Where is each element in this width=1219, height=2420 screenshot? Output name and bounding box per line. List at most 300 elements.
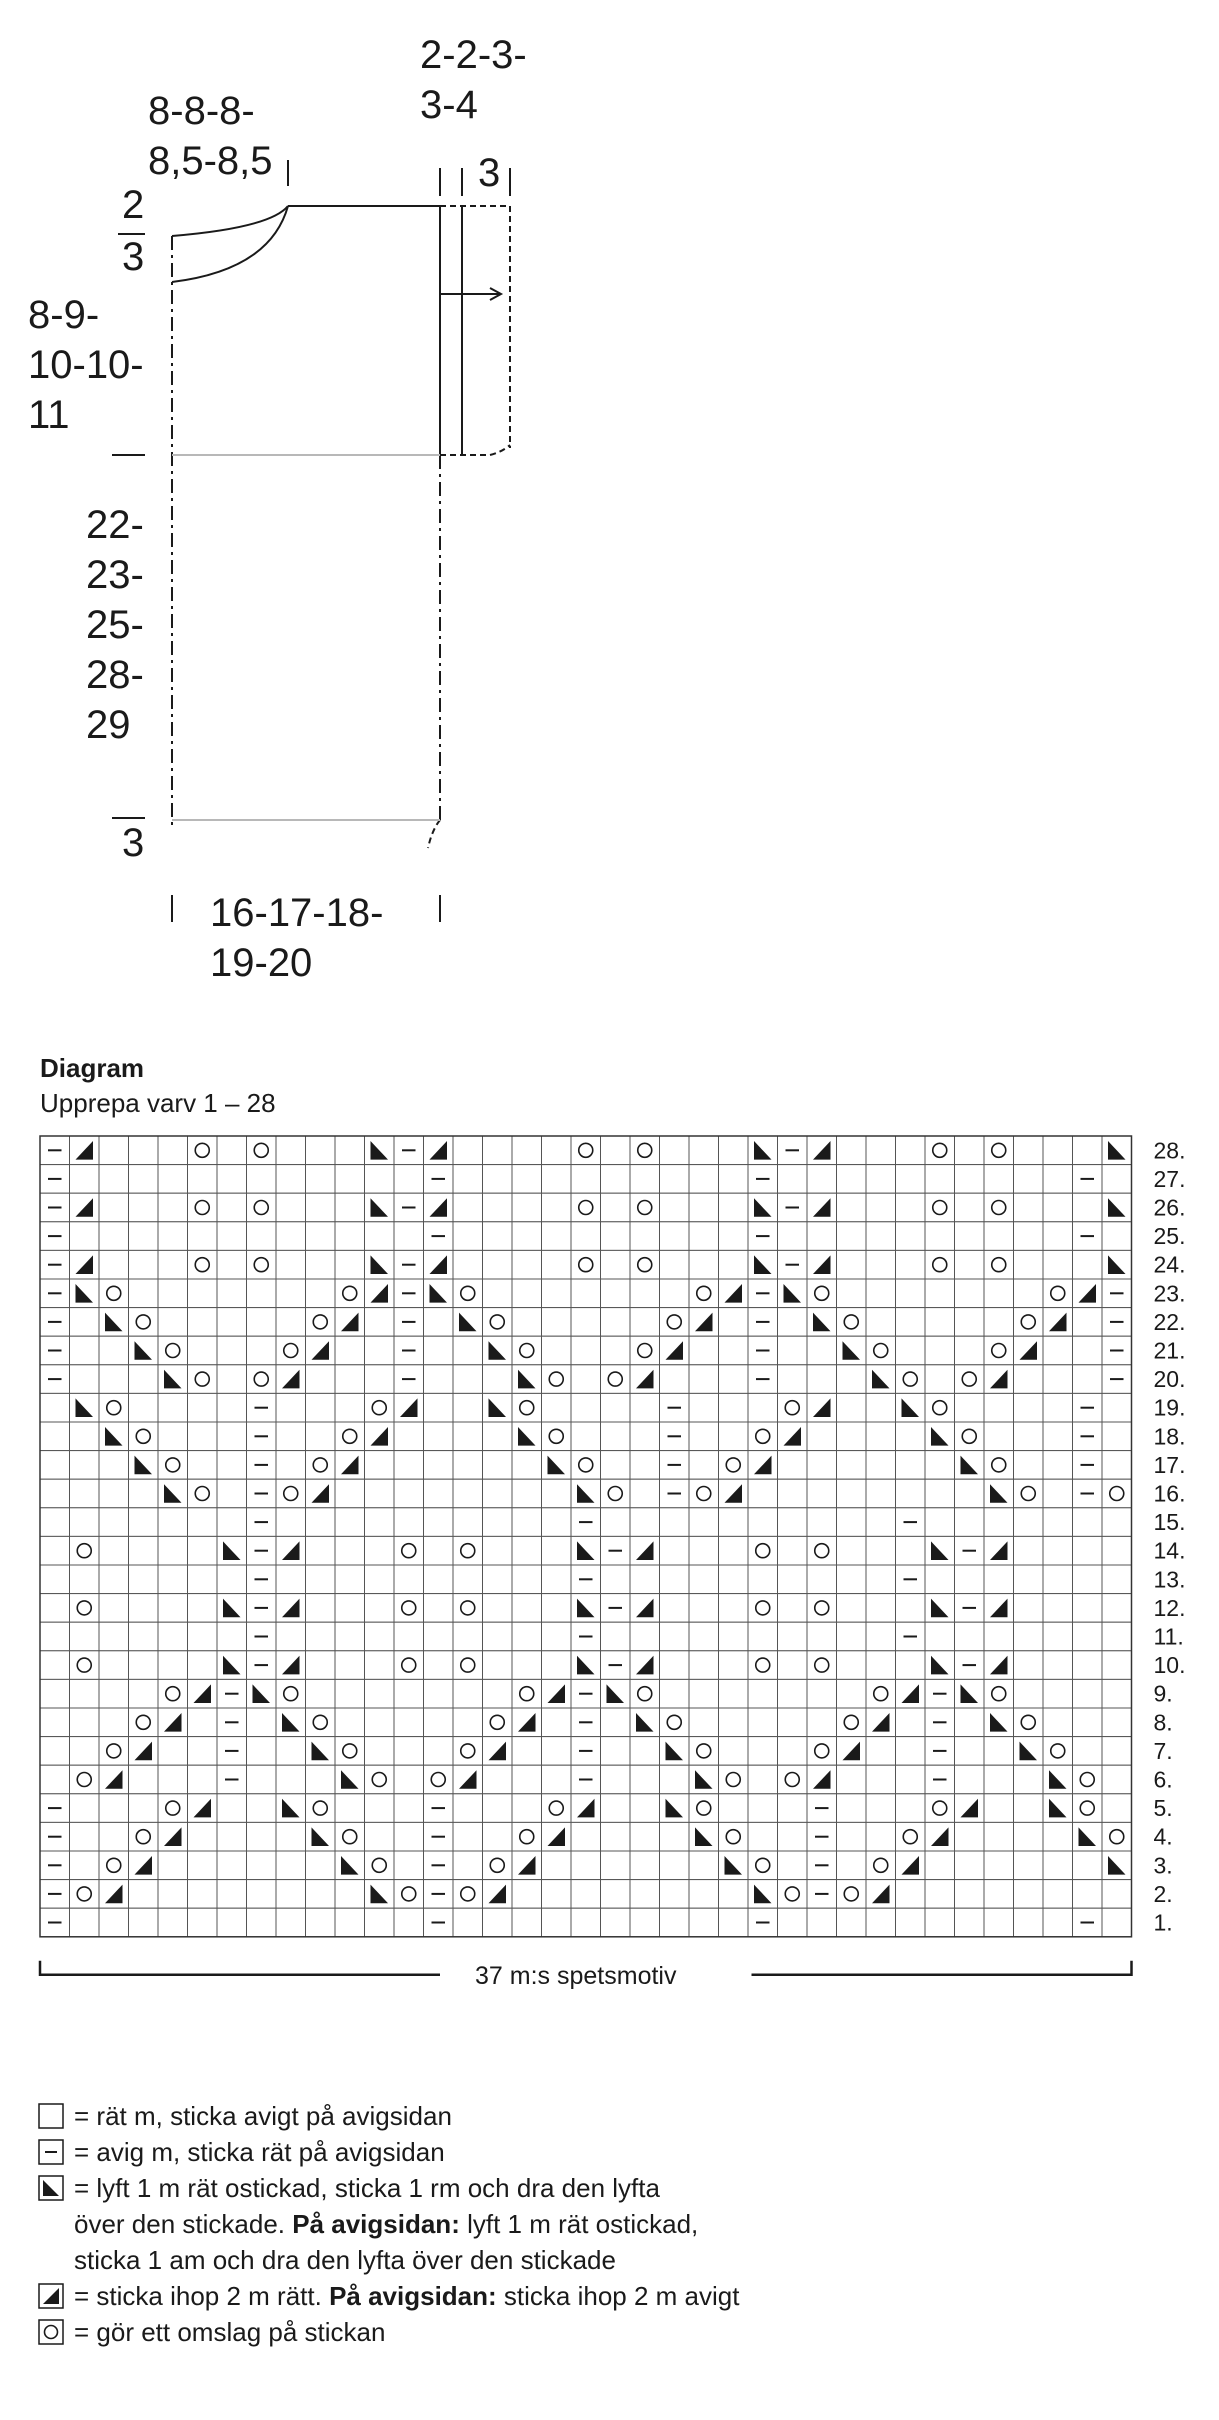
chart-cell bbox=[837, 1479, 867, 1508]
chart-cell bbox=[601, 1908, 631, 1937]
chart-cell bbox=[689, 1594, 719, 1623]
neck-curve-top bbox=[172, 206, 288, 236]
chart-cell bbox=[365, 1565, 395, 1594]
chart-cell bbox=[719, 1708, 749, 1737]
bracket-left bbox=[40, 1961, 440, 1975]
chart-cell bbox=[40, 1451, 70, 1480]
chart-cell bbox=[955, 1222, 985, 1251]
chart-cell bbox=[1043, 1393, 1073, 1422]
chart-cell bbox=[217, 1594, 247, 1623]
yarn-over-symbol-icon bbox=[38, 2319, 64, 2345]
chart-cell bbox=[719, 1451, 749, 1480]
chart-cell bbox=[601, 1594, 631, 1623]
chart-cell bbox=[1014, 1136, 1044, 1165]
chart-cell bbox=[1014, 1308, 1044, 1337]
chart-cell bbox=[365, 1851, 395, 1880]
chart-cell bbox=[896, 1479, 926, 1508]
chart-cell bbox=[984, 1393, 1014, 1422]
chart-cell bbox=[660, 1336, 690, 1365]
chart-cell bbox=[247, 1536, 277, 1565]
chart-cell bbox=[1073, 1136, 1103, 1165]
chart-cell bbox=[896, 1622, 926, 1651]
chart-cell bbox=[70, 1279, 100, 1308]
measure-armhole-height: 8-9- 10-10- 11 bbox=[28, 293, 144, 437]
chart-cell bbox=[188, 1193, 218, 1222]
chart-cell bbox=[601, 1336, 631, 1365]
chart-cell bbox=[99, 1136, 129, 1165]
chart-cell bbox=[571, 1651, 601, 1680]
chart-cell bbox=[689, 1250, 719, 1279]
chart-cell bbox=[571, 1851, 601, 1880]
chart-cell bbox=[247, 1422, 277, 1451]
chart-cell bbox=[40, 1536, 70, 1565]
chart-cell bbox=[1043, 1165, 1073, 1194]
chart-cell bbox=[571, 1622, 601, 1651]
chart-cell bbox=[129, 1565, 159, 1594]
chart-cell bbox=[99, 1479, 129, 1508]
chart-cell bbox=[483, 1136, 513, 1165]
chart-cell bbox=[276, 1594, 306, 1623]
chart-cell bbox=[276, 1250, 306, 1279]
chart-cell bbox=[866, 1565, 896, 1594]
chart-cell bbox=[424, 1422, 454, 1451]
chart-cell bbox=[70, 1479, 100, 1508]
chart-cell bbox=[483, 1193, 513, 1222]
chart-cell bbox=[247, 1622, 277, 1651]
chart-cell bbox=[512, 1622, 542, 1651]
chart-cell bbox=[571, 1679, 601, 1708]
chart-cell bbox=[394, 1822, 424, 1851]
chart-cell bbox=[866, 1308, 896, 1337]
chart-cell bbox=[247, 1193, 277, 1222]
chart-cell bbox=[807, 1508, 837, 1537]
chart-cell bbox=[719, 1308, 749, 1337]
chart-cell bbox=[394, 1594, 424, 1623]
chart-cell bbox=[365, 1794, 395, 1823]
chart-cell bbox=[689, 1479, 719, 1508]
chart-cell bbox=[217, 1422, 247, 1451]
chart-cell bbox=[335, 1422, 365, 1451]
chart-cell bbox=[40, 1708, 70, 1737]
chart-cell bbox=[1014, 1622, 1044, 1651]
chart-cell bbox=[276, 1479, 306, 1508]
chart-cell bbox=[896, 1679, 926, 1708]
chart-cell bbox=[188, 1393, 218, 1422]
chart-cell bbox=[542, 1679, 572, 1708]
chart-cell bbox=[601, 1508, 631, 1537]
chart-cell bbox=[719, 1851, 749, 1880]
chart-cell bbox=[99, 1279, 129, 1308]
chart-cell bbox=[630, 1451, 660, 1480]
legend-text-skpo-line2: över den stickade. bbox=[74, 2209, 293, 2239]
chart-cell bbox=[660, 1737, 690, 1766]
chart-cell bbox=[896, 1908, 926, 1937]
chart-cell bbox=[896, 1222, 926, 1251]
chart-cell bbox=[925, 1308, 955, 1337]
chart-cell bbox=[778, 1422, 808, 1451]
legend-text-yo: = gör ett omslag på stickan bbox=[74, 2317, 386, 2347]
chart-cell bbox=[188, 1165, 218, 1194]
chart-cell bbox=[955, 1594, 985, 1623]
chart-cell bbox=[99, 1765, 129, 1794]
chart-cell bbox=[1043, 1536, 1073, 1565]
chart-cell bbox=[394, 1365, 424, 1394]
chart-cell bbox=[365, 1422, 395, 1451]
chart-cell bbox=[955, 1737, 985, 1766]
chart-cell bbox=[925, 1594, 955, 1623]
chart-cell bbox=[719, 1880, 749, 1909]
chart-cell bbox=[188, 1250, 218, 1279]
chart-cell bbox=[571, 1222, 601, 1251]
chart-cell bbox=[129, 1365, 159, 1394]
chart-cell bbox=[394, 1479, 424, 1508]
chart-cell bbox=[660, 1765, 690, 1794]
chart-cell bbox=[335, 1393, 365, 1422]
chart-cell bbox=[807, 1737, 837, 1766]
chart-cell bbox=[365, 1193, 395, 1222]
chart-cell bbox=[689, 1508, 719, 1537]
chart-cell bbox=[719, 1393, 749, 1422]
chart-cell bbox=[129, 1765, 159, 1794]
chart-cell bbox=[1014, 1165, 1044, 1194]
chart-cell bbox=[306, 1250, 336, 1279]
chart-cell bbox=[748, 1765, 778, 1794]
chart-cell bbox=[40, 1479, 70, 1508]
chart-cell bbox=[276, 1794, 306, 1823]
chart-cell bbox=[306, 1451, 336, 1480]
chart-cell bbox=[719, 1908, 749, 1937]
chart-cell bbox=[276, 1822, 306, 1851]
chart-cell bbox=[1043, 1422, 1073, 1451]
chart-cell bbox=[276, 1393, 306, 1422]
chart-cell bbox=[630, 1536, 660, 1565]
chart-cell bbox=[40, 1250, 70, 1279]
chart-cell bbox=[630, 1679, 660, 1708]
chart-cell bbox=[719, 1250, 749, 1279]
chart-cell bbox=[571, 1822, 601, 1851]
chart-cell bbox=[217, 1451, 247, 1480]
chart-cell bbox=[866, 1222, 896, 1251]
chart-cell bbox=[158, 1908, 188, 1937]
chart-cell bbox=[40, 1565, 70, 1594]
chart-cell bbox=[601, 1422, 631, 1451]
chart-cell bbox=[1043, 1565, 1073, 1594]
chart-cell bbox=[984, 1708, 1014, 1737]
chart-cell bbox=[689, 1908, 719, 1937]
chart-cell bbox=[424, 1336, 454, 1365]
chart-cell bbox=[896, 1594, 926, 1623]
chart-cell bbox=[984, 1422, 1014, 1451]
chart-cell bbox=[866, 1622, 896, 1651]
chart-cell bbox=[453, 1565, 483, 1594]
chart-cell bbox=[1014, 1594, 1044, 1623]
chart-cell bbox=[424, 1851, 454, 1880]
chart-cell bbox=[306, 1165, 336, 1194]
chart-cell bbox=[483, 1308, 513, 1337]
chart-cell bbox=[984, 1279, 1014, 1308]
chart-cell bbox=[689, 1851, 719, 1880]
chart-cell bbox=[365, 1622, 395, 1651]
chart-cell bbox=[689, 1308, 719, 1337]
chart-cell bbox=[778, 1393, 808, 1422]
chart-cell bbox=[129, 1279, 159, 1308]
chart-cell bbox=[719, 1565, 749, 1594]
legend-item-yo bbox=[38, 2314, 1188, 2350]
chart-cell bbox=[1043, 1222, 1073, 1251]
knitting-chart bbox=[0, 1100, 1219, 2020]
chart-cell bbox=[896, 1193, 926, 1222]
chart-cell bbox=[99, 1422, 129, 1451]
chart-cell bbox=[571, 1165, 601, 1194]
chart-cell bbox=[217, 1508, 247, 1537]
chart-cell bbox=[1043, 1737, 1073, 1766]
chart-cell bbox=[424, 1508, 454, 1537]
chart-cell bbox=[660, 1136, 690, 1165]
chart-cell bbox=[689, 1565, 719, 1594]
chart-cell bbox=[306, 1679, 336, 1708]
chart-cell bbox=[1073, 1765, 1103, 1794]
chart-cell bbox=[70, 1250, 100, 1279]
chart-cell bbox=[70, 1336, 100, 1365]
chart-cell bbox=[571, 1880, 601, 1909]
chart-cell bbox=[40, 1222, 70, 1251]
chart-cell bbox=[748, 1393, 778, 1422]
chart-cell bbox=[70, 1365, 100, 1394]
chart-cell bbox=[837, 1851, 867, 1880]
chart-cell bbox=[630, 1908, 660, 1937]
chart-cell bbox=[453, 1822, 483, 1851]
chart-cell bbox=[896, 1536, 926, 1565]
chart-cell bbox=[984, 1308, 1014, 1337]
chart-cell bbox=[837, 1822, 867, 1851]
chart-cell bbox=[955, 1451, 985, 1480]
chart-cell bbox=[778, 1165, 808, 1194]
chart-title: Diagram bbox=[40, 1053, 145, 1083]
chart-cell bbox=[660, 1622, 690, 1651]
chart-cell bbox=[247, 1451, 277, 1480]
chart-cell bbox=[837, 1451, 867, 1480]
chart-cell bbox=[689, 1165, 719, 1194]
chart-cell bbox=[306, 1651, 336, 1680]
chart-cell bbox=[424, 1279, 454, 1308]
chart-cell bbox=[571, 1193, 601, 1222]
chart-cell bbox=[689, 1422, 719, 1451]
chart-cell bbox=[247, 1794, 277, 1823]
chart-cell bbox=[70, 1165, 100, 1194]
chart-cell bbox=[807, 1880, 837, 1909]
chart-cell bbox=[247, 1279, 277, 1308]
chart-cell bbox=[660, 1651, 690, 1680]
chart-cell bbox=[512, 1908, 542, 1937]
chart-cell bbox=[955, 1765, 985, 1794]
chart-cell bbox=[837, 1165, 867, 1194]
chart-cell bbox=[217, 1622, 247, 1651]
chart-cell bbox=[483, 1765, 513, 1794]
chart-cell bbox=[1043, 1622, 1073, 1651]
chart-cell bbox=[1102, 1651, 1132, 1680]
chart-cell bbox=[660, 1565, 690, 1594]
chart-cell bbox=[778, 1880, 808, 1909]
chart-cell bbox=[1014, 1365, 1044, 1394]
chart-cell bbox=[365, 1308, 395, 1337]
chart-cell bbox=[1073, 1508, 1103, 1537]
chart-cell bbox=[1073, 1622, 1103, 1651]
chart-cell bbox=[837, 1708, 867, 1737]
row-label: 6. bbox=[1153, 1766, 1173, 1793]
chart-cell bbox=[453, 1308, 483, 1337]
chart-cell bbox=[748, 1622, 778, 1651]
chart-cell bbox=[807, 1851, 837, 1880]
chart-cell bbox=[719, 1279, 749, 1308]
chart-cell bbox=[335, 1279, 365, 1308]
chart-cell bbox=[217, 1536, 247, 1565]
chart-cell bbox=[1073, 1708, 1103, 1737]
chart-cell bbox=[866, 1651, 896, 1680]
row-label: 28. bbox=[1153, 1137, 1186, 1164]
chart-cell bbox=[630, 1508, 660, 1537]
chart-cell bbox=[571, 1737, 601, 1766]
chart-cell bbox=[1014, 1222, 1044, 1251]
chart-cell bbox=[955, 1279, 985, 1308]
chart-cell bbox=[542, 1393, 572, 1422]
chart-cell bbox=[276, 1279, 306, 1308]
chart-cell bbox=[1043, 1308, 1073, 1337]
chart-cell bbox=[542, 1794, 572, 1823]
chart-cell bbox=[601, 1250, 631, 1279]
chart-cell bbox=[306, 1365, 336, 1394]
chart-cell bbox=[807, 1679, 837, 1708]
chart-cell bbox=[188, 1479, 218, 1508]
chart-cell bbox=[925, 1422, 955, 1451]
chart-cell bbox=[453, 1622, 483, 1651]
chart-cell bbox=[512, 1737, 542, 1766]
chart-cell bbox=[837, 1393, 867, 1422]
chart-cell bbox=[394, 1651, 424, 1680]
chart-cell bbox=[70, 1594, 100, 1623]
chart-cell bbox=[1043, 1451, 1073, 1480]
chart-cell bbox=[719, 1594, 749, 1623]
chart-cell bbox=[748, 1708, 778, 1737]
chart-cell bbox=[630, 1308, 660, 1337]
chart-cell bbox=[1073, 1308, 1103, 1337]
chart-cell bbox=[365, 1908, 395, 1937]
chart-cell bbox=[424, 1679, 454, 1708]
chart-cell bbox=[896, 1565, 926, 1594]
chart-cell bbox=[394, 1136, 424, 1165]
chart-cell bbox=[719, 1422, 749, 1451]
chart-cell bbox=[306, 1851, 336, 1880]
chart-cell bbox=[306, 1536, 336, 1565]
chart-cell bbox=[365, 1451, 395, 1480]
chart-cell bbox=[453, 1479, 483, 1508]
chart-cell bbox=[1102, 1365, 1132, 1394]
chart-cell bbox=[807, 1222, 837, 1251]
chart-cell bbox=[807, 1136, 837, 1165]
chart-cell bbox=[837, 1222, 867, 1251]
chart-cell bbox=[571, 1508, 601, 1537]
chart-cell bbox=[247, 1308, 277, 1337]
chart-cell bbox=[719, 1794, 749, 1823]
chart-cell bbox=[70, 1308, 100, 1337]
chart-cell bbox=[660, 1880, 690, 1909]
chart-cell bbox=[129, 1622, 159, 1651]
row-label: 1. bbox=[1153, 1909, 1173, 1936]
chart-cell bbox=[306, 1908, 336, 1937]
chart-cell bbox=[1043, 1508, 1073, 1537]
chart-cell bbox=[984, 1165, 1014, 1194]
chart-cell bbox=[188, 1651, 218, 1680]
chart-cell bbox=[158, 1622, 188, 1651]
chart-cell bbox=[247, 1737, 277, 1766]
chart-cell bbox=[778, 1851, 808, 1880]
chart-cell bbox=[158, 1737, 188, 1766]
chart-cell bbox=[424, 1908, 454, 1937]
chart-cell bbox=[807, 1536, 837, 1565]
chart-cell bbox=[306, 1279, 336, 1308]
chart-cell bbox=[1073, 1851, 1103, 1880]
chart-cell bbox=[925, 1765, 955, 1794]
chart-cell bbox=[424, 1536, 454, 1565]
chart-cell bbox=[99, 1508, 129, 1537]
chart-cell bbox=[40, 1737, 70, 1766]
chart-cell bbox=[70, 1193, 100, 1222]
chart-cell bbox=[689, 1679, 719, 1708]
chart-cell bbox=[394, 1250, 424, 1279]
chart-cell bbox=[1043, 1880, 1073, 1909]
chart-cell bbox=[188, 1536, 218, 1565]
chart-cell bbox=[424, 1308, 454, 1337]
chart-cell bbox=[955, 1250, 985, 1279]
chart-cell bbox=[394, 1851, 424, 1880]
chart-cell bbox=[306, 1822, 336, 1851]
chart-cell bbox=[276, 1851, 306, 1880]
chart-cell bbox=[365, 1279, 395, 1308]
chart-cell bbox=[1102, 1794, 1132, 1823]
chart-cell bbox=[394, 1737, 424, 1766]
row-label: 12. bbox=[1153, 1594, 1186, 1621]
chart-cell bbox=[1043, 1193, 1073, 1222]
chart-cell bbox=[807, 1193, 837, 1222]
chart-cell bbox=[984, 1193, 1014, 1222]
chart-cell bbox=[866, 1136, 896, 1165]
chart-cell bbox=[129, 1536, 159, 1565]
chart-cell bbox=[483, 1508, 513, 1537]
chart-cell bbox=[217, 1908, 247, 1937]
chart-cell bbox=[335, 1479, 365, 1508]
chart-cell bbox=[1043, 1822, 1073, 1851]
chart-cell bbox=[955, 1508, 985, 1537]
chart-cell bbox=[129, 1479, 159, 1508]
chart-cell bbox=[778, 1765, 808, 1794]
chart-cell bbox=[866, 1250, 896, 1279]
chart-cell bbox=[925, 1622, 955, 1651]
chart-cell bbox=[1014, 1336, 1044, 1365]
row-label: 21. bbox=[1153, 1337, 1186, 1364]
chart-cell bbox=[660, 1594, 690, 1623]
chart-cell bbox=[689, 1737, 719, 1766]
chart-cell bbox=[247, 1651, 277, 1680]
chart-cell bbox=[630, 1851, 660, 1880]
chart-cell bbox=[866, 1536, 896, 1565]
chart-cell bbox=[778, 1479, 808, 1508]
chart-cell bbox=[807, 1279, 837, 1308]
chart-cell bbox=[925, 1737, 955, 1766]
chart-cell bbox=[512, 1451, 542, 1480]
chart-cell bbox=[453, 1651, 483, 1680]
chart-cell bbox=[601, 1622, 631, 1651]
chart-cell bbox=[837, 1794, 867, 1823]
chart-cell bbox=[955, 1851, 985, 1880]
